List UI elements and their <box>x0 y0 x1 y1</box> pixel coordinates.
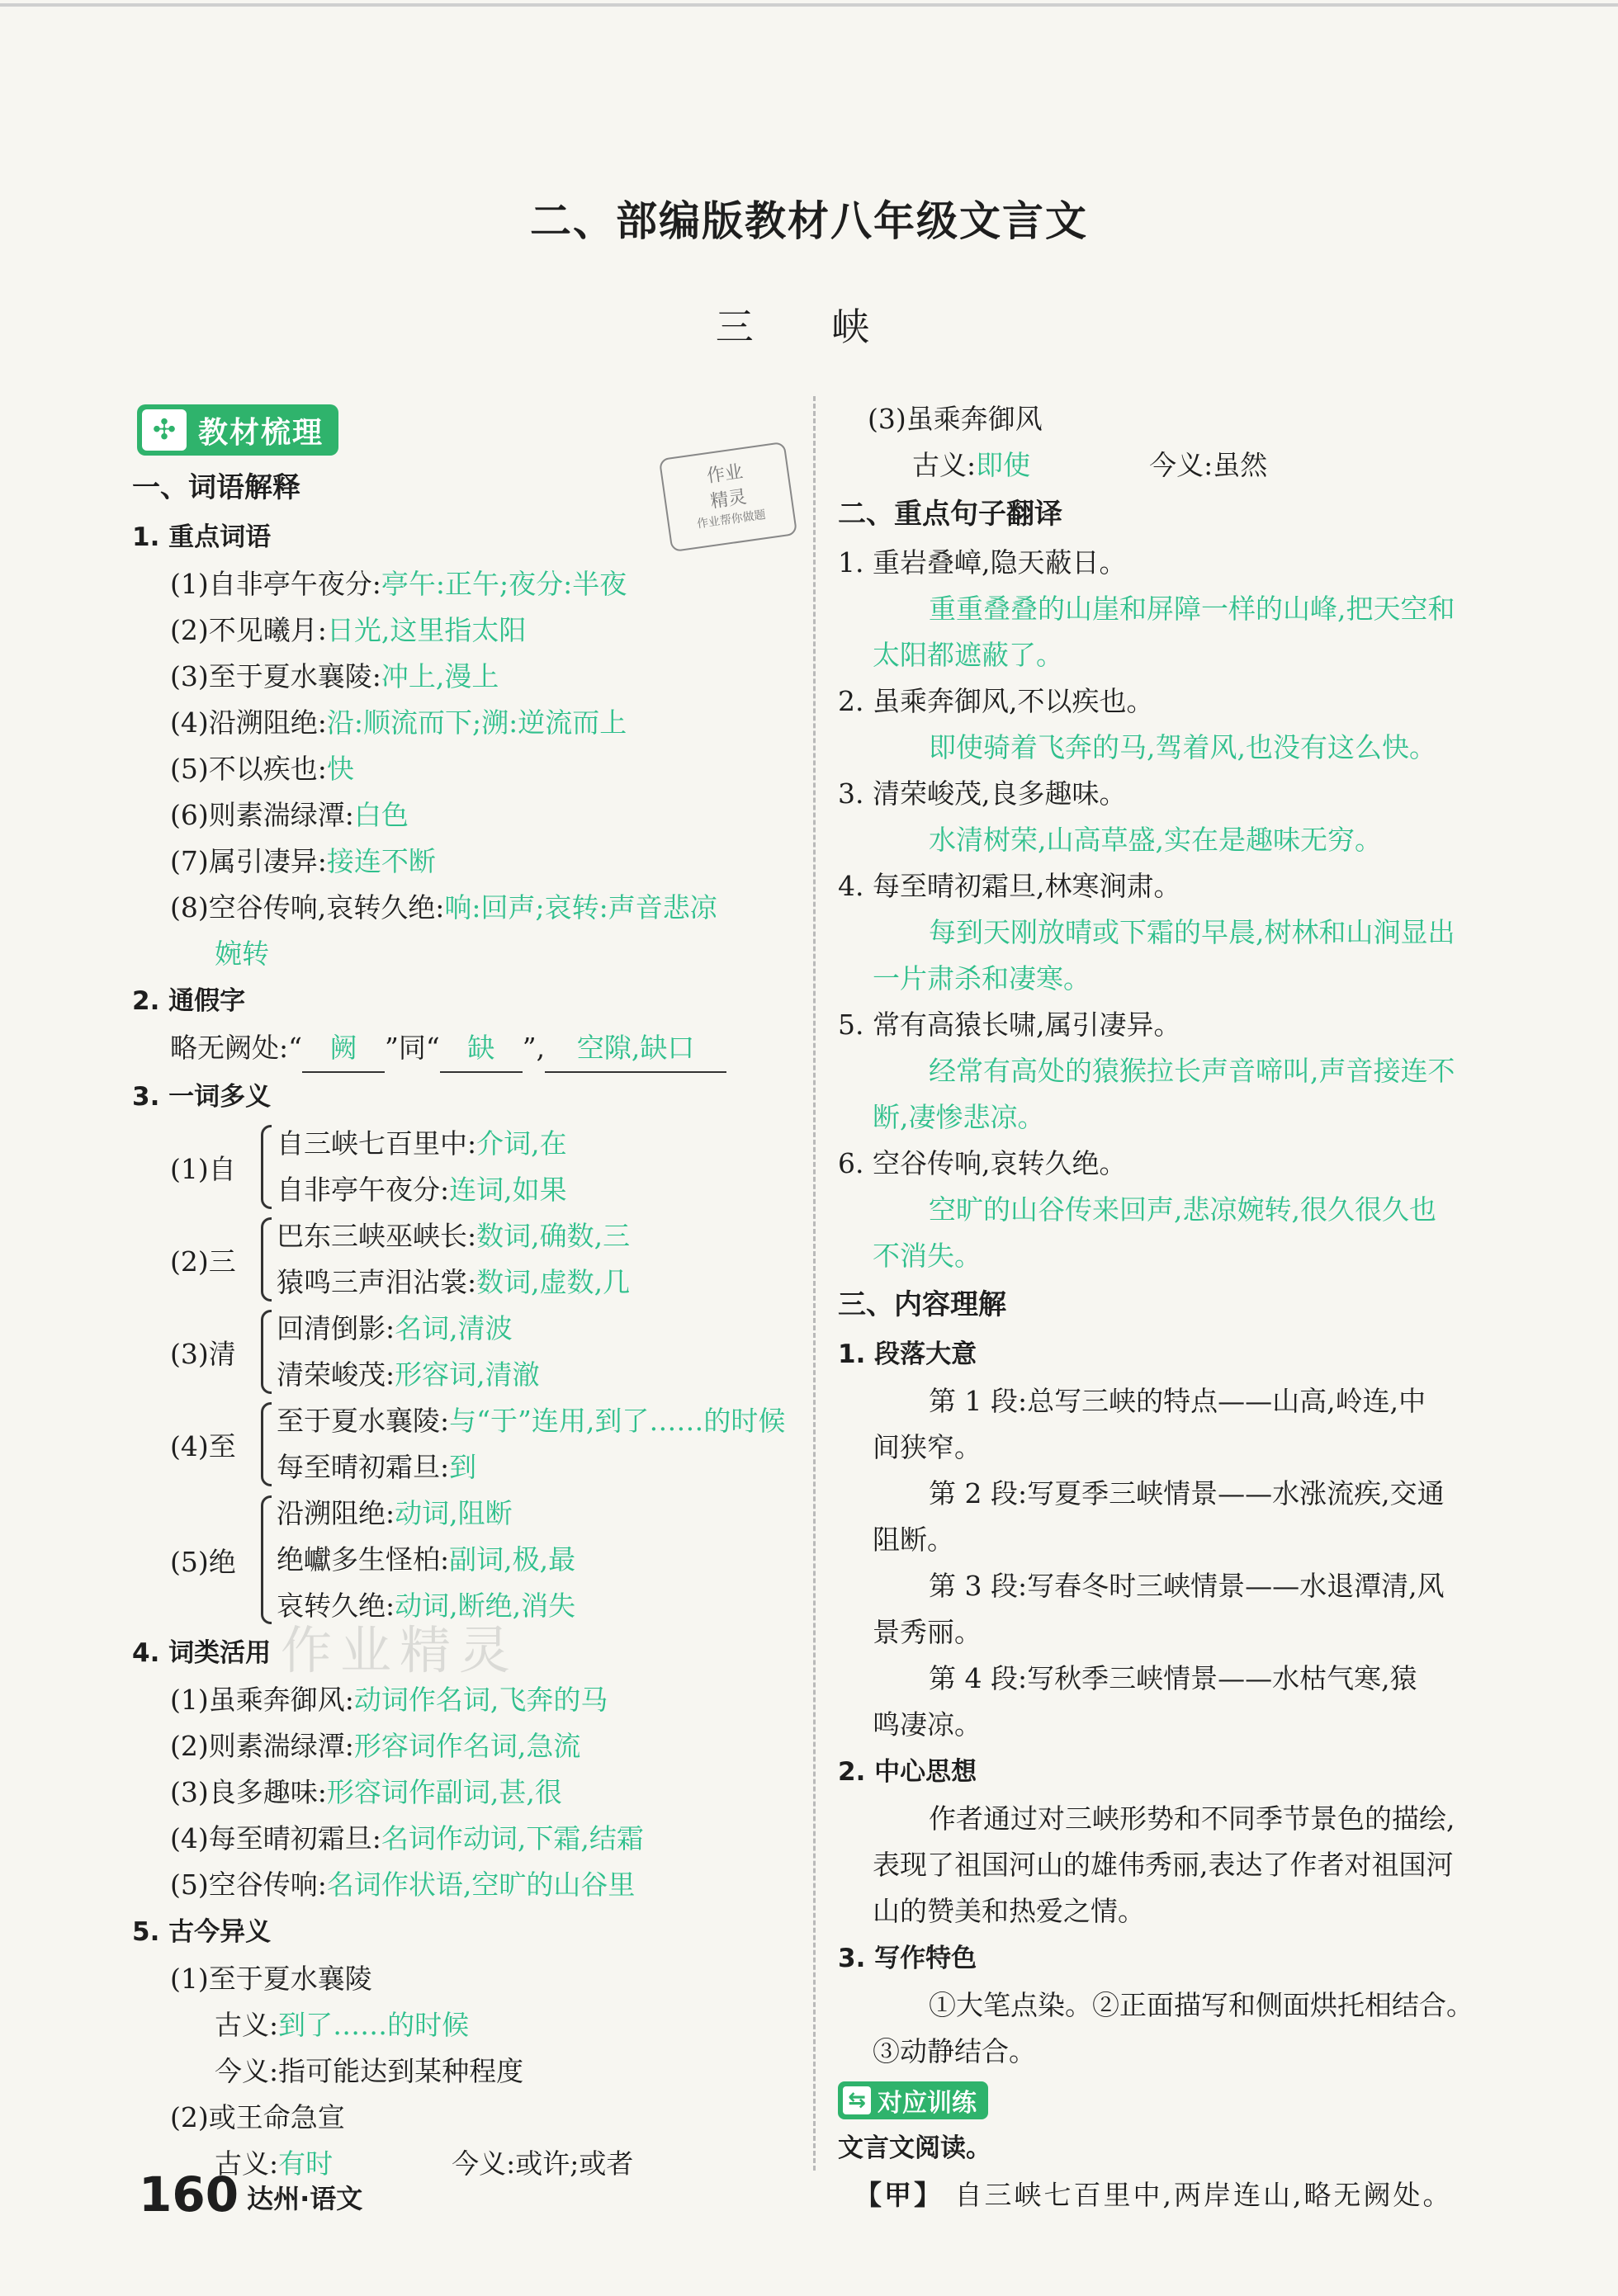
list-item <box>277 1213 630 1259</box>
polysemy-group <box>132 1213 809 1306</box>
question: (2)则素湍绿潭: <box>170 1730 354 1762</box>
list-item <box>277 1121 567 1167</box>
jia-label: 【甲】 <box>854 2179 944 2211</box>
question: (3)虽乘奔御风 <box>868 403 1043 435</box>
answer: 经常有高处的猿猴拉长声音啼叫,声音接连不 <box>929 1055 1455 1087</box>
jin-line <box>132 2048 809 2095</box>
jia-text: 自三峡七百里中,两岸连山,略无阙处。 <box>954 2179 1453 2211</box>
gu-jin-line <box>838 442 1507 489</box>
brace-icon <box>261 1217 272 1302</box>
answer: 数词,虚数,几 <box>476 1266 631 1298</box>
question: 自非亭午夜分: <box>277 1174 450 1206</box>
usage-list <box>132 1677 809 1908</box>
paragraph-text: 第 1 段:总写三峡的特点——山高,岭连,中 <box>929 1385 1426 1417</box>
answer: 沿:顺流而下;溯:逆流而上 <box>326 706 627 739</box>
jin-label: 今义: <box>215 2055 279 2087</box>
translation-item <box>838 1141 1507 1279</box>
page-title: 二、部编版教材八年级文言文 <box>530 196 1088 245</box>
question: 6. 空谷传响,哀转久绝。 <box>838 1147 1127 1179</box>
answer: 一片肃杀和凄寒。 <box>873 962 1090 994</box>
question: 5. 常有高猿长啸,属引凄异。 <box>838 1009 1181 1041</box>
answer: 有时 <box>278 2147 334 2180</box>
answer: 响:回声;哀转:声音悲凉 <box>444 891 717 924</box>
list-item <box>132 654 809 700</box>
polysemy-group <box>132 1306 809 1398</box>
answer-continued: 婉转 <box>215 938 269 970</box>
brace-icon <box>261 1402 272 1486</box>
polysemy-label: (3)清 <box>170 1337 236 1370</box>
right-column <box>838 396 1507 2218</box>
answer: 接连不断 <box>326 845 436 877</box>
paragraph-text: 景秀丽。 <box>873 1616 982 1648</box>
list-item <box>132 607 809 654</box>
paragraph-text: 第 3 段:写春冬时三峡情景——水退潭清,风 <box>929 1570 1445 1602</box>
gu-label: 古义: <box>215 2009 279 2041</box>
heading-content: 三、内容理解 <box>838 1288 1006 1321</box>
feature-line: ③动静结合。 <box>873 2035 1036 2067</box>
answer: 日光,这里指太阳 <box>326 614 527 646</box>
tongjia-text: ”同“ <box>385 1032 440 1064</box>
theme-line: 表现了祖国河山的雄伟秀丽,表达了作者对祖国河 <box>873 1849 1454 1881</box>
tongjia-text: ”, <box>522 1032 546 1064</box>
question: (1)至于夏水襄陵 <box>170 1963 372 1995</box>
polysemy-group <box>132 1491 809 1629</box>
list-item <box>132 885 809 931</box>
brace-icon <box>261 1310 272 1394</box>
exchange-icon: ⇆ <box>843 2086 871 2114</box>
answer: 重重叠叠的山崖和屏障一样的山峰,把天空和 <box>929 593 1455 625</box>
question: 至于夏水襄陵: <box>277 1405 450 1437</box>
theme-text <box>838 1796 1507 1935</box>
paragraph-text: 鸣凄凉。 <box>873 1708 982 1741</box>
brace-icon <box>261 1125 272 1209</box>
answer: 每到天刚放晴或下霜的早晨,树林和山涧显出 <box>929 916 1455 948</box>
heading-paragraphs: 1. 段落大意 <box>838 1339 977 1369</box>
question: (5)不以疾也: <box>170 753 327 785</box>
watermark: 作业精灵 <box>281 1620 519 1680</box>
answer: 数词,确数,三 <box>476 1220 631 1252</box>
polysemy-group <box>132 1121 809 1213</box>
jin-label: 今义: <box>452 2147 516 2180</box>
tongjia-item <box>132 1025 809 1073</box>
answer: 快 <box>326 753 354 785</box>
question: 4. 每至晴初霜旦,林寒涧肃。 <box>838 870 1181 902</box>
paragraph-item <box>838 1471 1507 1563</box>
translation-item <box>838 1002 1507 1141</box>
question: (4)每至晴初霜旦: <box>170 1822 381 1854</box>
jin-text: 虽然 <box>1213 449 1268 481</box>
answer: 太阳都遮蔽了。 <box>873 639 1063 671</box>
list-item <box>277 1398 785 1444</box>
list-item <box>132 561 809 607</box>
polysemy-label: (2)三 <box>170 1245 236 1278</box>
question: (5)空谷传响: <box>170 1868 327 1901</box>
list-item <box>277 1167 567 1213</box>
tongjia-text: 略无阙处:“ <box>170 1032 302 1064</box>
translation-item <box>838 771 1507 863</box>
answer: 即使 <box>976 449 1031 481</box>
paragraph-text: 第 2 段:写夏季三峡情景——水涨流疾,交通 <box>929 1477 1445 1509</box>
answer: 冲上,漫上 <box>381 660 499 692</box>
jia-passage <box>838 2172 1507 2218</box>
answer: 形容词作副词,甚,很 <box>326 1776 562 1808</box>
question: (3)至于夏水襄陵: <box>170 660 381 692</box>
question: (8)空谷传响,哀转久绝: <box>170 891 445 924</box>
list-item <box>277 1444 785 1491</box>
heading-usage: 4. 词类活用 <box>132 1638 272 1668</box>
paragraph-list <box>838 1378 1507 1748</box>
answer: 副词,极,最 <box>449 1543 576 1576</box>
question: (2)或王命急宣 <box>170 2101 345 2133</box>
question: (4)沿溯阻绝: <box>170 706 327 739</box>
answer: 动词作名词,飞奔的马 <box>353 1684 608 1716</box>
jin-text: 指可能达到某种程度 <box>278 2055 524 2087</box>
heading-vocab: 一、词语解释 <box>132 471 300 504</box>
question: (3)良多趣味: <box>170 1776 327 1808</box>
polysemy-group <box>132 1398 809 1491</box>
column-divider <box>813 396 816 2171</box>
key-words-list <box>132 561 809 977</box>
answer: 不消失。 <box>873 1240 982 1272</box>
question: 沿溯阻绝: <box>277 1497 395 1529</box>
section-badge <box>137 404 338 456</box>
question: 哀转久绝: <box>277 1590 395 1622</box>
heading-translate: 二、重点句子翻译 <box>838 498 1062 531</box>
question: 2. 虽乘奔御风,不以疾也。 <box>838 685 1154 717</box>
list-item <box>132 1677 809 1723</box>
answer: 动词,断绝,消失 <box>395 1590 576 1622</box>
feature-text <box>838 1982 1507 2075</box>
answer: 名词作状语,空旷的山谷里 <box>326 1868 636 1901</box>
answer: 水清树荣,山高草盛,实在是趣味无穷。 <box>929 824 1382 856</box>
list-item <box>132 1769 809 1816</box>
answer: 白色 <box>353 799 409 831</box>
gu-line <box>132 2002 809 2048</box>
brace-icon <box>261 1495 272 1624</box>
list-item <box>277 1352 540 1398</box>
answer: 空旷的山谷传来回声,悲凉婉转,很久很久也 <box>929 1193 1436 1226</box>
paragraph-text: 阻断。 <box>873 1524 954 1556</box>
lesson-title: 三 峡 <box>715 305 903 349</box>
arrows-icon: ✣ <box>142 409 187 451</box>
question: (7)属引凄异: <box>170 845 327 877</box>
question: 巴东三峡巫峡长: <box>277 1220 477 1252</box>
list-item <box>132 746 809 792</box>
answer: 形容词作名词,急流 <box>353 1730 581 1762</box>
theme-line: 山的赞美和热爱之情。 <box>873 1895 1145 1927</box>
question: 自三峡七百里中: <box>277 1127 477 1160</box>
answer: 名词,清波 <box>395 1312 513 1344</box>
answer: 动词,阻断 <box>395 1497 513 1529</box>
translation-item <box>838 540 1507 678</box>
stamp-line: 作业帮你做题 <box>696 508 767 531</box>
jin-label: 今义: <box>1149 449 1214 481</box>
answer: 亭午:正午;夜分:半夜 <box>381 568 627 600</box>
polysemy-label: (5)绝 <box>170 1545 236 1578</box>
translation-list <box>838 540 1507 1279</box>
top-border <box>0 3 1618 7</box>
paragraph-item <box>838 1563 1507 1656</box>
paragraph-item <box>838 1378 1507 1471</box>
gu-label: 古义: <box>912 449 977 481</box>
heading-tongjia: 2. 通假字 <box>132 986 246 1016</box>
answer: 到了……的时候 <box>278 2009 470 2041</box>
gu-label: 古义: <box>215 2147 279 2180</box>
section-badge-label: 教材梳理 <box>198 415 324 450</box>
question: 清荣峻茂: <box>277 1358 395 1391</box>
answer: 形容词,清澈 <box>395 1358 540 1391</box>
list-item <box>132 1862 809 1908</box>
question: 3. 清荣峻茂,良多趣味。 <box>838 777 1127 810</box>
training-badge <box>838 2081 988 2119</box>
ancient-item <box>838 396 1507 489</box>
footer <box>139 2166 362 2223</box>
translation-item <box>838 678 1507 771</box>
list-item <box>132 792 809 839</box>
list-item <box>277 1259 630 1306</box>
list-item <box>132 1816 809 1862</box>
heading-theme: 2. 中心思想 <box>838 1757 977 1787</box>
list-item <box>132 700 809 746</box>
heading-feature: 3. 写作特色 <box>838 1944 977 1973</box>
training-badge-label: 对应训练 <box>878 2089 977 2118</box>
fill-blank: 空隙,缺口 <box>545 1025 726 1073</box>
answer: 与“于”连用,到了……的时候 <box>449 1405 786 1437</box>
answer: 连词,如果 <box>449 1174 567 1206</box>
page-number: 160 <box>139 2166 239 2223</box>
question: 绝巘多生怪柏: <box>277 1543 450 1576</box>
answer: 到 <box>449 1451 477 1483</box>
answer: 名词作动词,下霜,结霜 <box>381 1822 644 1854</box>
fill-blank: 缺 <box>440 1025 523 1073</box>
question: 猿鸣三声泪沾裳: <box>277 1266 477 1298</box>
question: (1)自非亭午夜分: <box>170 568 381 600</box>
polysemy-label: (4)至 <box>170 1429 236 1462</box>
list-item <box>277 1537 575 1583</box>
question: 1. 重岩叠嶂,隐天蔽日。 <box>838 546 1127 579</box>
footer-label: 达州·语文 <box>247 2183 363 2214</box>
reading-label: 文言文阅读。 <box>838 2133 991 2163</box>
answer: 断,凄惨悲凉。 <box>873 1101 1045 1133</box>
answer: 介词,在 <box>476 1127 567 1160</box>
list-item <box>132 839 809 885</box>
translation-item <box>838 863 1507 1002</box>
feature-line: ①大笔点染。②正面描写和侧面烘托相结合。 <box>929 1989 1474 2021</box>
heading-polysemy: 3. 一词多义 <box>132 1082 272 1112</box>
paragraph-item <box>838 1656 1507 1748</box>
answer: 即使骑着飞奔的马,驾着风,也没有这么快。 <box>929 731 1436 763</box>
heading-key-words: 1. 重点词语 <box>132 522 272 552</box>
list-item <box>277 1491 575 1537</box>
paragraph-text: 间狭窄。 <box>873 1431 982 1463</box>
question: 回清倒影: <box>277 1312 395 1344</box>
jin-text: 或许;或者 <box>515 2147 634 2180</box>
left-column <box>132 396 809 2187</box>
heading-ancient: 5. 古今异义 <box>132 1917 272 1947</box>
ancient-item <box>132 1956 809 2095</box>
paragraph-text: 第 4 段:写秋季三峡情景——水枯气寒,猿 <box>929 1662 1417 1694</box>
list-item <box>132 1723 809 1769</box>
fill-blank: 阙 <box>302 1025 385 1073</box>
list-item <box>277 1306 540 1352</box>
stamp-line: 作业 <box>705 461 745 488</box>
polysemy-label: (1)自 <box>170 1152 236 1185</box>
question: 每至晴初霜旦: <box>277 1451 450 1483</box>
theme-line: 作者通过对三峡形势和不同季节景色的描绘, <box>929 1802 1455 1835</box>
question: (6)则素湍绿潭: <box>170 799 354 831</box>
question: (2)不见曦月: <box>170 614 327 646</box>
question: (1)虽乘奔御风: <box>170 1684 354 1716</box>
stamp-line: 精灵 <box>708 487 749 513</box>
